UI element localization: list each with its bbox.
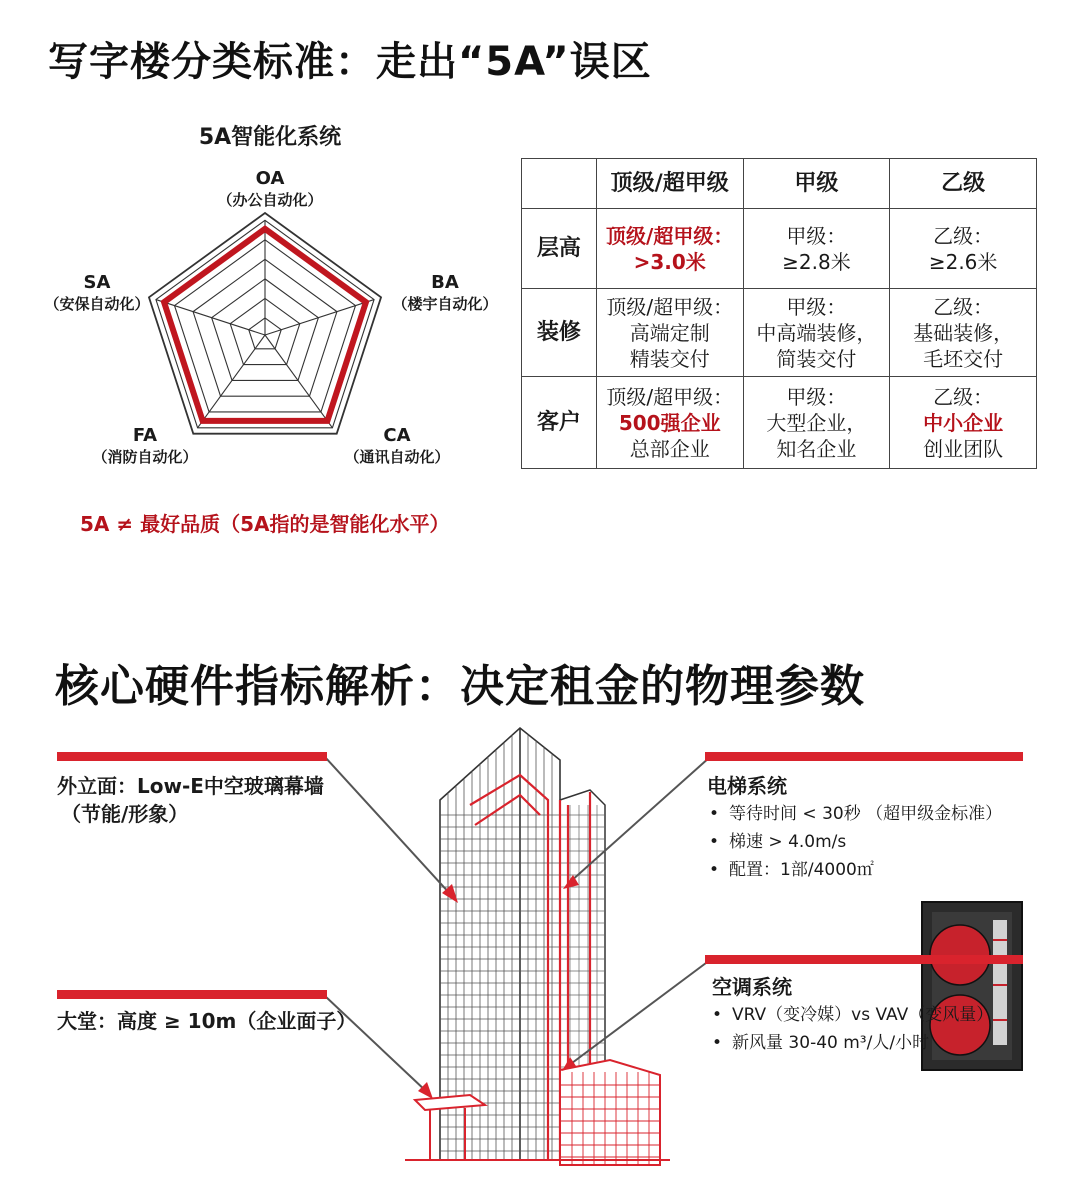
cell-line: 顶级/超甲级： (606, 294, 734, 319)
cell-line: 顶级/超甲级： (606, 223, 734, 248)
elevator-title: 电梯系统 (707, 774, 787, 798)
radar-chart (140, 210, 390, 440)
table-cell (596, 377, 743, 469)
axis-label-ba (385, 272, 505, 314)
cell-line: 精装交付 (629, 346, 710, 371)
cell-line: 简装交付 (776, 346, 857, 371)
table-cell (743, 377, 890, 469)
table-cell (596, 289, 743, 377)
cell-line: >3.0米 (633, 249, 706, 274)
facade-label (57, 772, 324, 828)
cell-line: 创业团队 (923, 436, 1004, 461)
hvac-item: • VRV（变冷媒）vs VAV（变风量） (712, 1001, 993, 1029)
table-cell (743, 209, 890, 289)
axis-name: （消防自动化） (92, 448, 198, 466)
lobby-accent-bar (57, 990, 327, 999)
table-header-cell: 甲级 (743, 159, 890, 209)
axis-code: SA (83, 272, 111, 293)
cell-line: ≥2.8米 (782, 249, 851, 274)
axis-code: CA (383, 425, 411, 446)
axis-name: （通讯自动化） (344, 448, 450, 466)
axis-code: FA (132, 425, 158, 446)
axis-label-ca (337, 425, 457, 467)
elevator-item: • 等待时间 < 30秒 （超甲级金标准） (709, 800, 1002, 828)
cell-line: 乙级： (933, 384, 994, 409)
cell-line: ≥2.6米 (928, 249, 998, 274)
hvac-title: 空调系统 (712, 975, 792, 999)
cell-line: 总部企业 (629, 436, 710, 461)
cell-line: 中小企业 (923, 410, 1004, 435)
table-header-cell (522, 159, 597, 209)
radar-title: 5A智能化系统 (198, 125, 342, 150)
radar-spoke (198, 335, 265, 428)
facade-accent-bar (57, 752, 327, 761)
facade-line1: 外立面：Low-E中空玻璃幕墙 (57, 774, 324, 798)
elevator-block (707, 772, 1002, 884)
cell-line: 高端定制 (629, 320, 710, 345)
facade-line2: （节能/形象） (61, 802, 189, 826)
table-header-row (522, 159, 1037, 209)
table-cell (890, 209, 1037, 289)
5a-note: 5A ≠ 最好品质（5A指的是智能化水平） (80, 512, 450, 536)
cell-line: 乙级： (933, 223, 994, 248)
axis-label-oa (210, 168, 330, 210)
table-header-cell: 顶级/超甲级 (596, 159, 743, 209)
cell-line: 甲级： (786, 384, 847, 409)
elevator-accent-bar (705, 752, 1023, 761)
hvac-block (712, 973, 993, 1057)
table-cell (596, 209, 743, 289)
grade-table (521, 158, 1037, 469)
elevator-item: • 梯速 > 4.0m/s (709, 828, 1002, 856)
table-cell (743, 289, 890, 377)
radar-spoke (265, 335, 332, 428)
cell-line: 知名企业 (776, 436, 857, 461)
axis-name: （办公自动化） (217, 191, 323, 209)
cell-line: 基础装修， (913, 320, 1014, 345)
row-label: 装修 (522, 289, 597, 377)
section2-title: 核心硬件指标解析：决定租金的物理参数 (55, 661, 865, 712)
row-label: 客户 (522, 377, 597, 469)
cell-line: 甲级： (786, 223, 847, 248)
axis-name: （安保自动化） (44, 295, 150, 313)
axis-code: BA (431, 272, 459, 293)
elevator-item: • 配置：1部/4000㎡ (709, 856, 1002, 884)
table-header-cell: 乙级 (890, 159, 1037, 209)
hvac-accent-bar (705, 955, 1023, 964)
table-row (522, 289, 1037, 377)
table-cell (890, 289, 1037, 377)
cell-line: 大型企业， (766, 410, 867, 435)
hvac-item: • 新风量 30-40 m³/人/小时 (712, 1029, 993, 1057)
axis-label-fa (85, 425, 205, 467)
cell-line: 甲级： (786, 294, 847, 319)
table-row (522, 209, 1037, 289)
lobby-label: 大堂：高度 ≥ 10m（企业面子） (57, 1009, 357, 1033)
cell-line: 毛坯交付 (923, 346, 1004, 371)
table-cell (890, 377, 1037, 469)
axis-name: （楼宇自动化） (392, 295, 498, 313)
row-label: 层高 (522, 209, 597, 289)
cell-line: 顶级/超甲级： (606, 384, 734, 409)
section1-title: 写字楼分类标准：走出“5A”误区 (48, 39, 652, 85)
cell-line: 中高端装修， (756, 320, 877, 345)
axis-label-sa (37, 272, 157, 314)
table-row (522, 377, 1037, 469)
axis-code: OA (255, 168, 285, 189)
cell-line: 500强企业 (618, 410, 721, 435)
cell-line: 乙级： (933, 294, 994, 319)
